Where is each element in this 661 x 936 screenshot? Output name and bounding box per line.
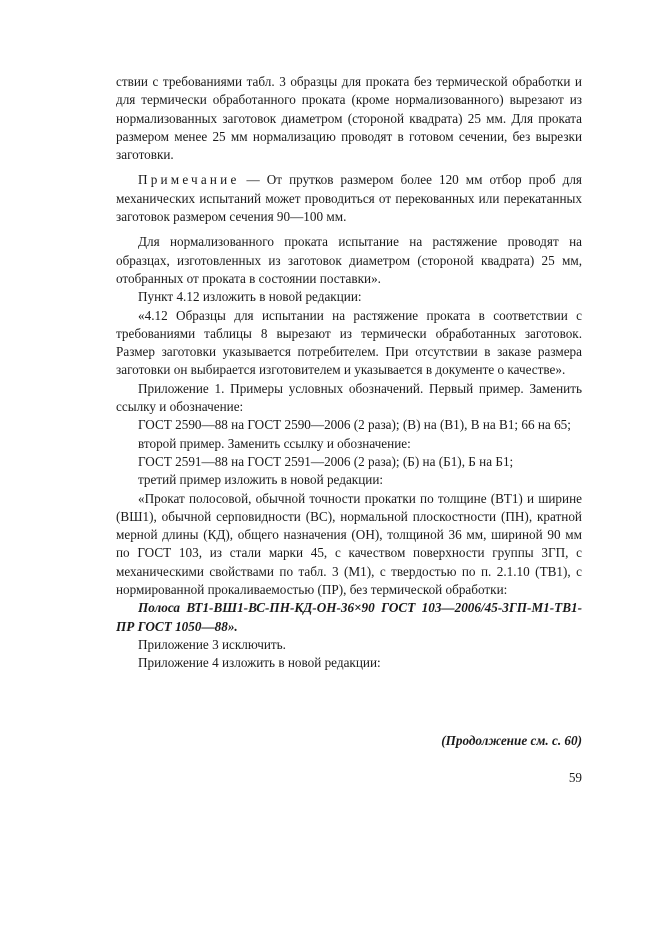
paragraph-1: ствии с требованиями табл. 3 образцы для проката без термической обработки и для термически обработанного проката (кроме нормализованного) вырезают из нормализованных заготовок диаметром (стороной квадрата) 25 мм. Для проката размером менее 25 мм нормализацию проводят в готовом сечении, без вырезки заготовки. <box>116 74 582 163</box>
paragraph-11: «Прокат полосовой, обычной точности прокатки по толщине (ВТ1) и ширине (ВШ1), обычной серповидности (ВС), нормальной плоскостности (ПН), кратной мерной длины (КД), общего назначения (ОН), толщиной 36 мм, шириной 90 мм по ГОСТ 103, из стали марки 45, с качеством поверхности группы 3ГП, с механическими свойствами по табл. 3 (М1), с твердостью по п. 2.1.10 (ТВ1), с нормированной прокаливаемостью (ПР), без термической обработки: <box>116 490 582 598</box>
note-label: Примечание <box>138 172 240 188</box>
paragraph-7: ГОСТ 2590—88 на ГОСТ 2590—2006 (2 раза); (В) на (В1), В на В1; 66 на 65; <box>138 417 571 433</box>
paragraph-8: второй пример. Заменить ссылку и обозначение: <box>138 435 411 451</box>
note-paragraph <box>116 171 582 226</box>
paragraph-3: Для нормализованного проката испытание на растяжение проводят на образцах, изготовленных из заготовок диаметром (стороной квадрата) 25 мм, отобранных от проката в состоянии поставки». <box>116 234 582 286</box>
paragraph-5: «4.12 Образцы для испытании на растяжение проката в соответствии с требованиями таблицы 8 вырезают из термически обработанных заготовок. Размер заготовки указывается потребителем. При отсутствии в заказе размера заготовки он выбирается изготовителем и указывается в документе о качестве». <box>116 307 582 378</box>
paragraph-6: Приложение 1. Примеры условных обозначений. Первый пример. Заменить ссылку и обозначение: <box>116 380 582 415</box>
page-number: 59 <box>568 770 582 785</box>
paragraph-9: ГОСТ 2591—88 на ГОСТ 2591—2006 (2 раза); (Б) на (Б1), Б на Б1; <box>138 453 514 469</box>
note-text: — От прутков размером более 120 мм отбор проб для механических испытаний может проводиться от перекованных или перекатанных заготовок размером сечения 90—100 мм. <box>116 172 582 225</box>
continuation-note: (Продолжение см. с. 60) <box>441 733 582 748</box>
paragraph-13: Приложение 3 исключить. <box>138 636 286 652</box>
paragraph-14: Приложение 4 изложить в новой редакции: <box>138 655 381 671</box>
paragraph-4: Пункт 4.12 изложить в новой редакции: <box>138 289 362 305</box>
designation-example: Полоса ВТ1-ВШ1-ВС-ПН-КД-ОН-36×90 ГОСТ 103—2006/45-3ГП-М1-ТВ1-ПР ГОСТ 1050—88». <box>116 600 582 634</box>
paragraph-10: третий пример изложить в новой редакции: <box>138 472 384 488</box>
document-body <box>116 73 582 673</box>
